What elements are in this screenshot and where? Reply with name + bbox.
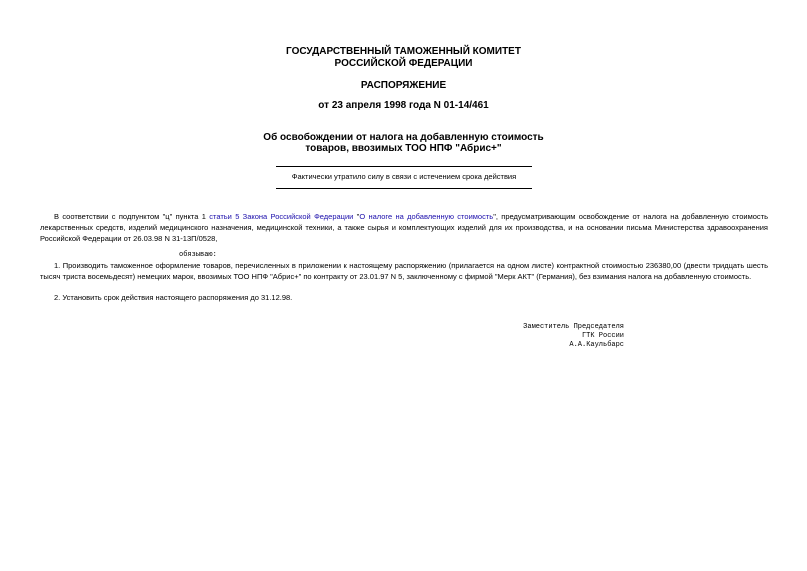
preamble-paragraph	[40, 211, 768, 244]
preamble-text-3: ", предусматривающим освобождение от налога на добавленную стоимость лекарственных средств, изделий медицинского назначения, медицинской техники, а также сырья и комплектующих изделий для их производства, и на основании письма Министерства здравоохранения Российской Федерации от 26.03.98 N 31-13П/0528,	[40, 212, 768, 243]
status-divider-top	[276, 166, 532, 167]
signature-organization: ГТК России	[581, 332, 624, 340]
preamble-text-2: "	[353, 212, 360, 221]
law-article-link[interactable]: статьи 5 Закона Российской Федерации	[209, 212, 354, 221]
vat-law-link[interactable]: О налоге на добавленную стоимость	[359, 212, 494, 221]
org-name-line1: ГОСУДАРСТВЕННЫЙ ТАМОЖЕННЫЙ КОМИТЕТ	[286, 46, 521, 57]
status-note: Фактически утратило силу в связи с истечением срока действия	[291, 172, 517, 181]
status-divider-bottom	[276, 188, 532, 189]
document-title-line1: Об освобождении от налога на добавленную стоимость	[263, 132, 544, 143]
preamble-text-1: В соответствии с подпунктом "ц" пункта 1	[54, 212, 210, 221]
document-title-line2: товаров, ввозимых ТОО НПФ "Абрис+"	[305, 143, 502, 154]
document-date-number: от 23 апреля 1998 года N 01-14/461	[318, 100, 489, 111]
document-type: РАСПОРЯЖЕНИЕ	[360, 80, 447, 91]
signature-name: А.А.Каульбарс	[569, 341, 624, 349]
signature-position: Заместитель Председателя	[523, 323, 624, 331]
clause-1-paragraph: 1. Производить таможенное оформление товаров, перечисленных в приложении к настоящему распоряжению (прилагается на одном листе) контрактной стоимостью 236380,00 (двести тридцать шесть тысяч триста восемьдесят) немецких марок, ввозимых ТОО НПФ "Абрис+" по контракту от 23.01.97 N 5, заключенному с фирмой "Мерк АКТ" (Германия), без взимания налога на добавленную стоимость.	[40, 261, 768, 281]
org-name-line2: РОССИЙСКОЙ ФЕДЕРАЦИИ	[334, 58, 473, 69]
obligation-word: обязываю:	[179, 251, 217, 259]
clause-2-paragraph: 2. Установить срок действия настоящего распоряжения до 31.12.98.	[54, 293, 293, 302]
